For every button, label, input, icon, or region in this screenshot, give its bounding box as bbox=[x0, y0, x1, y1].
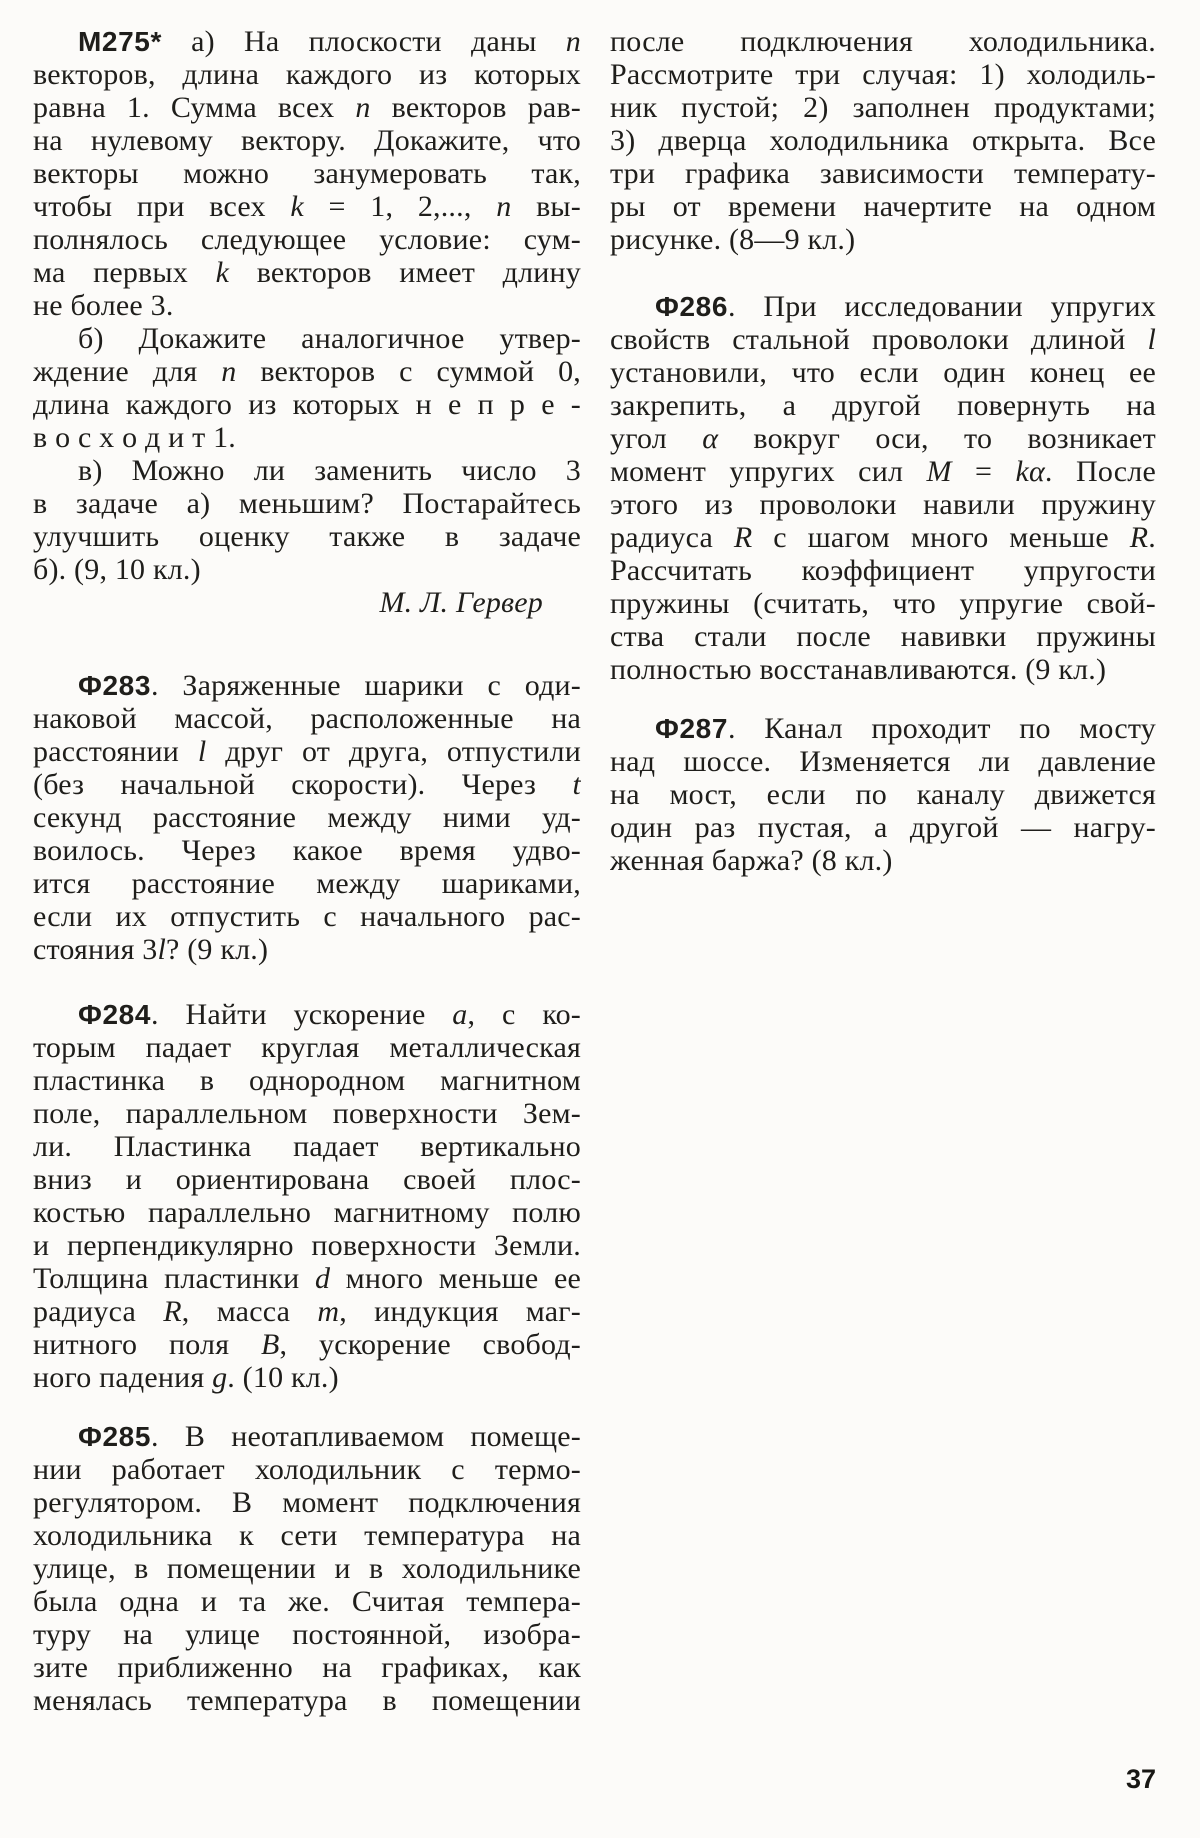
text-line: нитного поля B, ускорение свобод- bbox=[33, 1328, 581, 1361]
text-line: туру на улице постоянной, изобра- bbox=[33, 1618, 581, 1651]
text-line: если их отпустить с начального рас- bbox=[33, 900, 581, 933]
text-line: этого из проволоки навили пружину bbox=[610, 488, 1156, 521]
text-line: секунд расстояние между ними уд- bbox=[33, 801, 581, 834]
text-line: костью параллельно магнитному полю bbox=[33, 1196, 581, 1229]
text-line: ства стали после навивки пружины bbox=[610, 620, 1156, 653]
text-line: наковой массой, расположенные на bbox=[33, 702, 581, 735]
text-line: б) Докажите аналогичное утвер- bbox=[78, 322, 581, 355]
text-line: в задаче а) меньшим? Постарайтесь bbox=[33, 487, 581, 520]
text-line: полностью восстанавливаются. (9 кл.) bbox=[610, 653, 1107, 686]
problem-f286 bbox=[610, 290, 1156, 686]
text-line: на нулевому вектору. Докажите, что bbox=[33, 124, 581, 157]
text-line: в) Можно ли заменить число 3 bbox=[78, 454, 581, 487]
text-line: над шоссе. Изменяется ли давление bbox=[610, 745, 1156, 778]
right-column bbox=[610, 25, 1156, 877]
text-line: 3) дверца холодильника открыта. Все bbox=[610, 124, 1156, 157]
text-line: векторы можно занумеровать так, bbox=[33, 157, 581, 190]
text-line: три графика зависимости температу- bbox=[610, 157, 1156, 190]
text-line: ждение для n векторов с суммой 0, bbox=[33, 355, 581, 388]
text-line: поле, параллельном поверхности Зем- bbox=[33, 1097, 581, 1130]
page-number: 37 bbox=[1126, 1764, 1157, 1794]
text-line: ится расстояние между шариками, bbox=[33, 867, 581, 900]
author-signature: М. Л. Гервер bbox=[379, 586, 543, 619]
text-line: ли. Пластинка падает вертикально bbox=[33, 1130, 581, 1163]
text-line: Рассчитать коэффициент упругости bbox=[610, 554, 1156, 587]
text-line: Ф287. Канал проходит по мосту bbox=[655, 712, 1156, 745]
text-line: полнялось следующее условие: сум- bbox=[33, 223, 581, 256]
text-line: закрепить, а другой повернуть на bbox=[610, 389, 1156, 422]
left-column bbox=[33, 25, 581, 1717]
text-line: радиуса R с шагом много меньше R. bbox=[610, 521, 1156, 554]
text-line: Рассмотрите три случая: 1) холодиль- bbox=[610, 58, 1156, 91]
text-line: пружины (считать, что упругие свой- bbox=[610, 587, 1156, 620]
problem-f283 bbox=[33, 669, 581, 966]
text-line: ма первых k векторов имеет длину bbox=[33, 256, 581, 289]
text-line: менялась температура в помещении bbox=[33, 1684, 581, 1717]
text-line: Ф283. Заряженные шарики с оди- bbox=[78, 669, 581, 702]
text-line: стояния 3l? (9 кл.) bbox=[33, 933, 269, 966]
text-line: вниз и ориентирована своей плос- bbox=[33, 1163, 581, 1196]
text-line: векторов, длина каждого из которых bbox=[33, 58, 581, 91]
text-line: равна 1. Сумма всех n векторов рав- bbox=[33, 91, 581, 124]
text-line: радиуса R, масса m, индукция маг- bbox=[33, 1295, 581, 1328]
text-line: свойств стальной проволоки длиной l bbox=[610, 323, 1156, 356]
problem-m275 bbox=[33, 25, 581, 619]
text-line: чтобы при всех k = 1, 2,..., n вы- bbox=[33, 190, 581, 223]
text-line: Ф284. Найти ускорение a, с ко- bbox=[78, 998, 581, 1031]
problem-f287 bbox=[610, 712, 1156, 877]
problem-f284 bbox=[33, 998, 581, 1394]
problem-f285 bbox=[33, 1420, 581, 1717]
text-line: один раз пустая, а другой — нагру- bbox=[610, 811, 1156, 844]
text-line: в о с х о д и т 1. bbox=[33, 421, 237, 454]
text-line: улучшить оценку также в задаче bbox=[33, 520, 581, 553]
text-line: улице, в помещении и в холодильнике bbox=[33, 1552, 581, 1585]
text-line: длина каждого из которых н е п р е - bbox=[33, 388, 581, 421]
text-line: установили, что если один конец ее bbox=[610, 356, 1156, 389]
problem-f285-continuation bbox=[610, 25, 1156, 256]
text-line: воилось. Через какое время удво- bbox=[33, 834, 581, 867]
text-line: Толщина пластинки d много меньше ее bbox=[33, 1262, 581, 1295]
text-line: М275* а) На плоскости даны n bbox=[78, 25, 581, 58]
text-line: не более 3. bbox=[33, 289, 174, 322]
text-line: торым падает круглая металлическая bbox=[33, 1031, 581, 1064]
text-line: момент упругих сил M = kα. После bbox=[610, 455, 1156, 488]
text-line: после подключения холодильника. bbox=[610, 25, 1156, 58]
text-line: (без начальной скорости). Через t bbox=[33, 768, 581, 801]
text-line: расстоянии l друг от друга, отпустили bbox=[33, 735, 581, 768]
text-line: зите приближенно на графиках, как bbox=[33, 1651, 581, 1684]
text-line: пластинка в однородном магнитном bbox=[33, 1064, 581, 1097]
text-line: угол α вокруг оси, то возникает bbox=[610, 422, 1156, 455]
text-line: ры от времени начертите на одном bbox=[610, 190, 1156, 223]
text-line: нии работает холодильник с термо- bbox=[33, 1453, 581, 1486]
text-line: регулятором. В момент подключения bbox=[33, 1486, 581, 1519]
text-line: ник пустой; 2) заполнен продуктами; bbox=[610, 91, 1156, 124]
text-line: рисунке. (8—9 кл.) bbox=[610, 223, 856, 256]
text-line: женная баржа? (8 кл.) bbox=[610, 844, 893, 877]
text-line: была одна и та же. Считая темпера- bbox=[33, 1585, 581, 1618]
text-line: б). (9, 10 кл.) bbox=[33, 553, 201, 586]
text-line: на мост, если по каналу движется bbox=[610, 778, 1156, 811]
text-line: ного падения g. (10 кл.) bbox=[33, 1361, 339, 1394]
text-line: Ф286. При исследовании упругих bbox=[655, 290, 1156, 323]
text-line: и перпендикулярно поверхности Земли. bbox=[33, 1229, 581, 1262]
text-line: Ф285. В неотапливаемом помеще- bbox=[78, 1420, 581, 1453]
text-line: холодильника к сети температура на bbox=[33, 1519, 581, 1552]
